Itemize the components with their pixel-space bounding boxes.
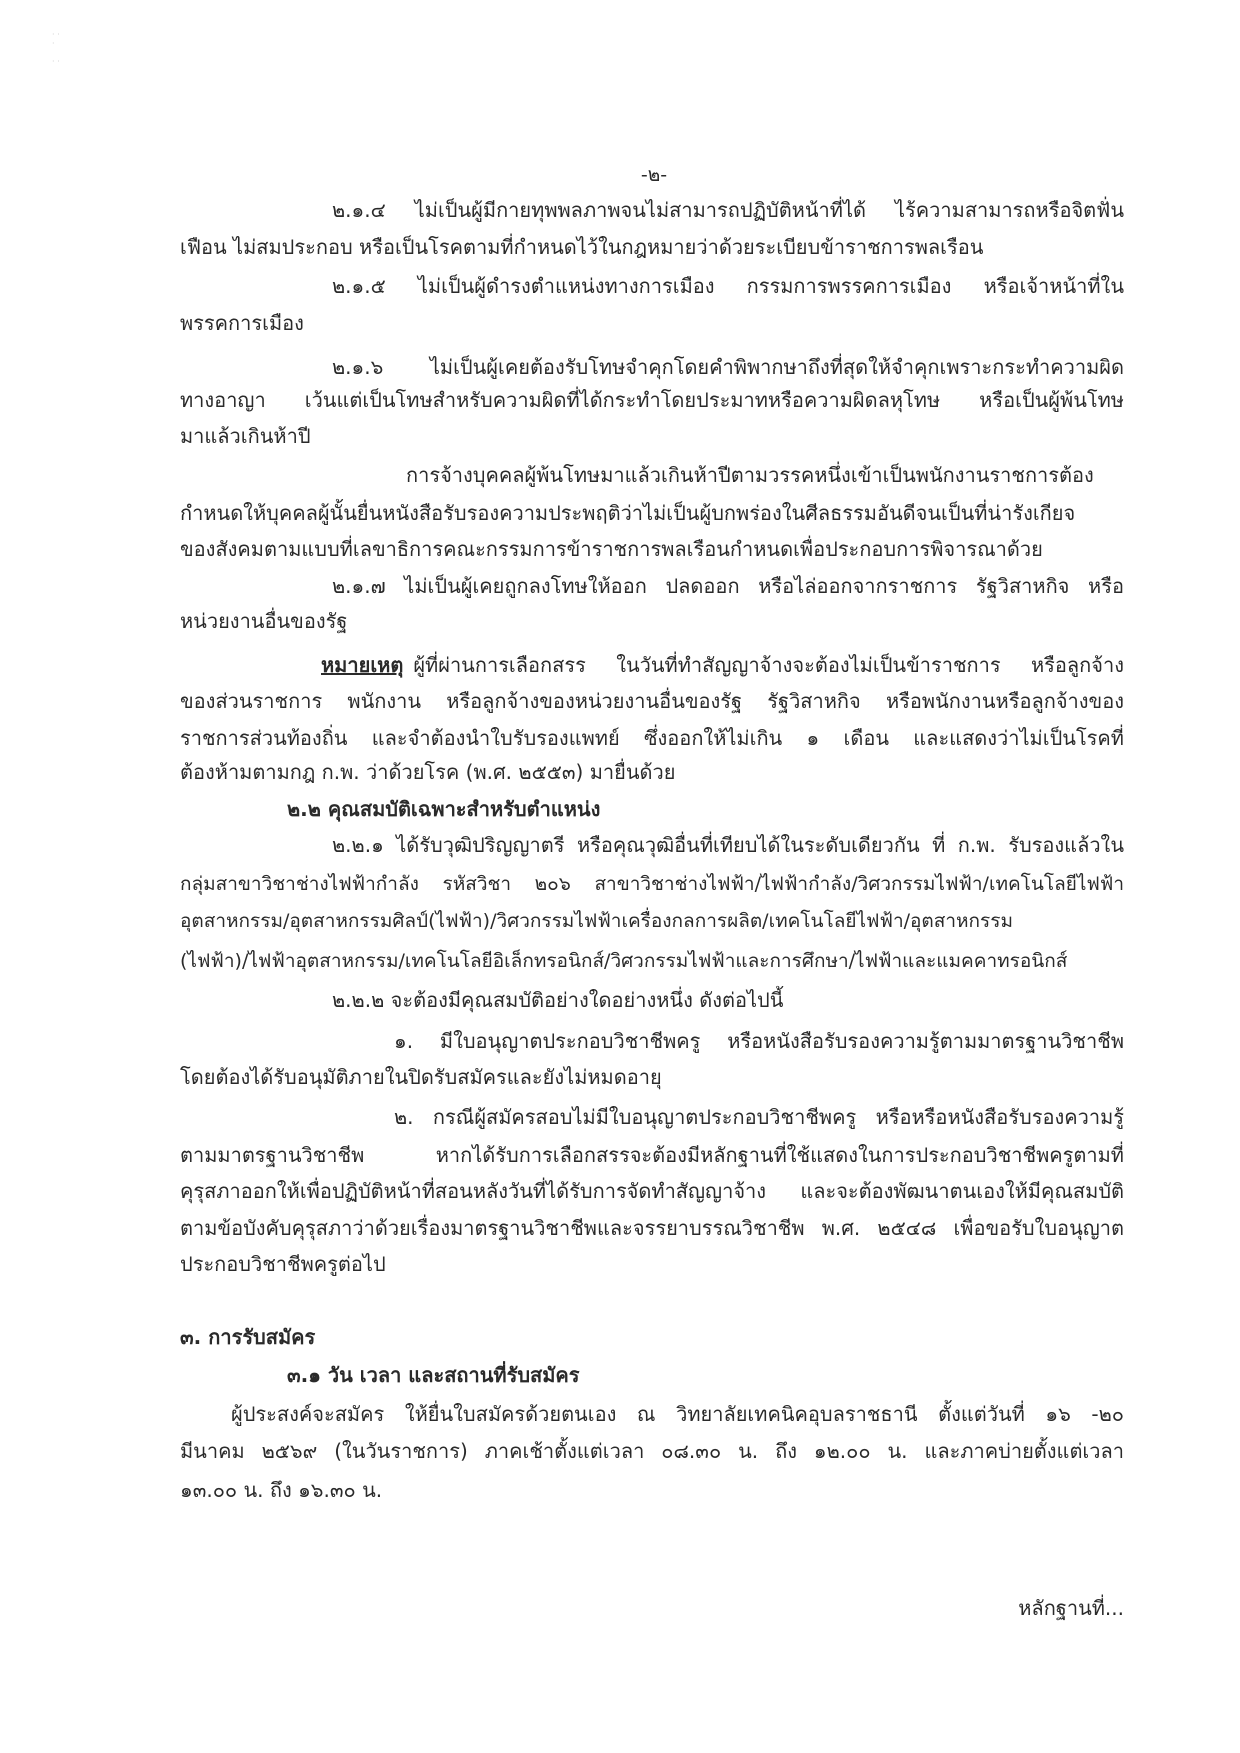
text-line: ประกอบวิชาชีพครูต่อไป: [180, 1252, 386, 1276]
text-line: หน่วยงานอื่นของรัฐ: [180, 609, 348, 633]
text-line: ๒.๑.๗ ไม่เป็นผู้เคยถูกลงโทษให้ออก ปลดออก หรือไล่ออกจากราชการ รัฐวิสาหกิจ หรือ: [332, 574, 1124, 598]
text-line: ต้องห้ามตามกฎ ก.พ. ว่าด้วยโรค (พ.ศ. ๒๕๕๓) มายื่นด้วย: [180, 760, 676, 784]
subsection-heading: ๓.๑ วัน เวลา และสถานที่รับสมัคร: [287, 1363, 580, 1387]
section-heading: ๒.๒ คุณสมบัติเฉพาะสำหรับตำแหน่ง: [287, 797, 601, 821]
note-line: [321, 650, 1124, 680]
text-line: ๑๓.๐๐ น. ถึง ๑๖.๓๐ น.: [180, 1478, 383, 1502]
text-line: ราชการส่วนท้องถิ่น และจำต้องนำใบรับรองแพทย์ ซึ่งออกให้ไม่เกิน ๑ เดือน และแสดงว่าไม่เป็นโรคที่: [180, 726, 1124, 750]
text-line: พรรคการเมือง: [180, 311, 304, 335]
text-line: ของส่วนราชการ พนักงาน หรือลูกจ้างของหน่วยงานอื่นของรัฐ รัฐวิสาหกิจ หรือพนักงานหรือลูกจ้างของ: [180, 689, 1124, 713]
text-line: มีนาคม ๒๕๖๙ (ในวันราชการ) ภาคเช้าตั้งแต่เวลา ๐๘.๓๐ น. ถึง ๑๒.๐๐ น. และภาคบ่ายตั้งแต่เวลา: [180, 1439, 1124, 1463]
text-line: เฟือน ไม่สมประกอบ หรือเป็นโรคตามที่กำหนดไว้ในกฎหมายว่าด้วยระเบียบข้าราชการพลเรือน: [180, 235, 984, 259]
section-heading: ๓. การรับสมัคร: [180, 1325, 316, 1349]
text-line: ๒. กรณีผู้สมัครสอบไม่มีใบอนุญาตประกอบวิชาชีพครู หรือหรือหนังสือรับรองความรู้: [394, 1105, 1124, 1129]
text-line: ๒.๒.๒ จะต้องมีคุณสมบัติอย่างใดอย่างหนึ่ง ดังต่อไปนี้: [332, 988, 784, 1012]
text-line: ๒.๑.๖ ไม่เป็นผู้เคยต้องรับโทษจำคุกโดยคำพิพากษาถึงที่สุดให้จำคุกเพราะกระทำความผิด: [332, 355, 1124, 379]
text-line: ผู้ประสงค์จะสมัคร ให้ยื่นใบสมัครด้วยตนเอง ณ วิทยาลัยเทคนิคอุบลราชธานี ตั้งแต่วันที่ ๑๖ -๒๐: [231, 1402, 1124, 1426]
text-line: ๒.๑.๕ ไม่เป็นผู้ดำรงตำแหน่งทางการเมือง กรรมการพรรคการเมือง หรือเจ้าหน้าที่ใน: [332, 274, 1124, 298]
text-line: อุตสาหกรรม/อุตสาหกรรมศิลป์(ไฟฟ้า)/วิศวกรรมไฟฟ้าเครื่องกลการผลิต/เทคโนโลยีไฟฟ้า/อุตสาหกรรม: [180, 910, 1013, 932]
text-line: กำหนดให้บุคคลผู้นั้นยื่นหนังสือรับรองความประพฤติว่าไม่เป็นผู้บกพร่องในศีลธรรมอันดีจนเป็นที่น่ารังเกียจ: [180, 501, 1076, 525]
text-line: ๒.๒.๑ ได้รับวุฒิปริญญาตรี หรือคุณวุฒิอื่นที่เทียบได้ในระดับเดียวกัน ที่ ก.พ. รับรองแล้วใน: [332, 833, 1124, 857]
text-line: มาแล้วเกินห้าปี: [180, 424, 311, 448]
text-line: ๑. มีใบอนุญาตประกอบวิชาชีพครู หรือหนังสือรับรองความรู้ตามมาตรฐานวิชาชีพ: [394, 1029, 1124, 1053]
text-line: ๒.๑.๔ ไม่เป็นผู้มีกายทุพพลภาพจนไม่สามารถปฏิบัติหน้าที่ได้ ไร้ความสามารถหรือจิตฟั่น: [332, 198, 1124, 222]
text-line: ตามข้อบังคับคุรุสภาว่าด้วยเรื่องมาตรฐานวิชาชีพและจรรยาบรรณวิชาชีพ พ.ศ. ๒๕๔๘ เพื่อขอรับใบอนุญาต: [180, 1216, 1124, 1240]
page-number: -๒-: [640, 164, 668, 186]
scan-speck: · · · · ·: [52, 30, 60, 66]
continuation-footer: หลักฐานที่...: [1018, 1596, 1124, 1620]
text-line: การจ้างบุคคลผู้พ้นโทษมาแล้วเกินห้าปีตามวรรคหนึ่งเข้าเป็นพนักงานราชการต้อง: [406, 463, 1094, 487]
text-line: ผู้ที่ผ่านการเลือกสรร ในวันที่ทำสัญญาจ้างจะต้องไม่เป็นข้าราชการ หรือลูกจ้าง: [413, 653, 1124, 677]
text-line: กลุ่มสาขาวิชาช่างไฟฟ้ากำลัง รหัสวิชา ๒๐๖ สาขาวิชาช่างไฟฟ้า/ไฟฟ้ากำลัง/วิศวกรรมไฟฟ้า/เทคโนโลยีไฟฟ้า: [180, 873, 1124, 895]
text-line: (ไฟฟ้า)/ไฟฟ้าอุตสาหกรรม/เทคโนโลยีอิเล็กทรอนิกส์/วิศวกรรมไฟฟ้าและการศึกษา/ไฟฟ้าและแมคคาทรอนิกส์: [180, 950, 1068, 972]
note-label: หมายเหตุ: [321, 653, 404, 677]
text-line: ของสังคมตามแบบที่เลขาธิการคณะกรรมการข้าราชการพลเรือนกำหนดเพื่อประกอบการพิจารณาด้วย: [180, 537, 1043, 561]
text-line: ทางอาญา เว้นแต่เป็นโทษสำหรับความผิดที่ได้กระทำโดยประมาทหรือความผิดลหุโทษ หรือเป็นผู้พ้นโทษ: [180, 388, 1124, 412]
text-line: โดยต้องได้รับอนุมัติภายในปิดรับสมัครและยังไม่หมดอายุ: [180, 1065, 662, 1089]
text-line: คุรุสภาออกให้เพื่อปฏิบัติหน้าที่สอนหลังวันที่ได้รับการจัดทำสัญญาจ้าง และจะต้องพัฒนาตนเองให้มีคุณสมบัติ: [180, 1179, 1124, 1203]
text-line: ตามมาตรฐานวิชาชีพ หากได้รับการเลือกสรรจะต้องมีหลักฐานที่ใช้แสดงในการประกอบวิชาชีพครูตามที่: [180, 1143, 1124, 1167]
